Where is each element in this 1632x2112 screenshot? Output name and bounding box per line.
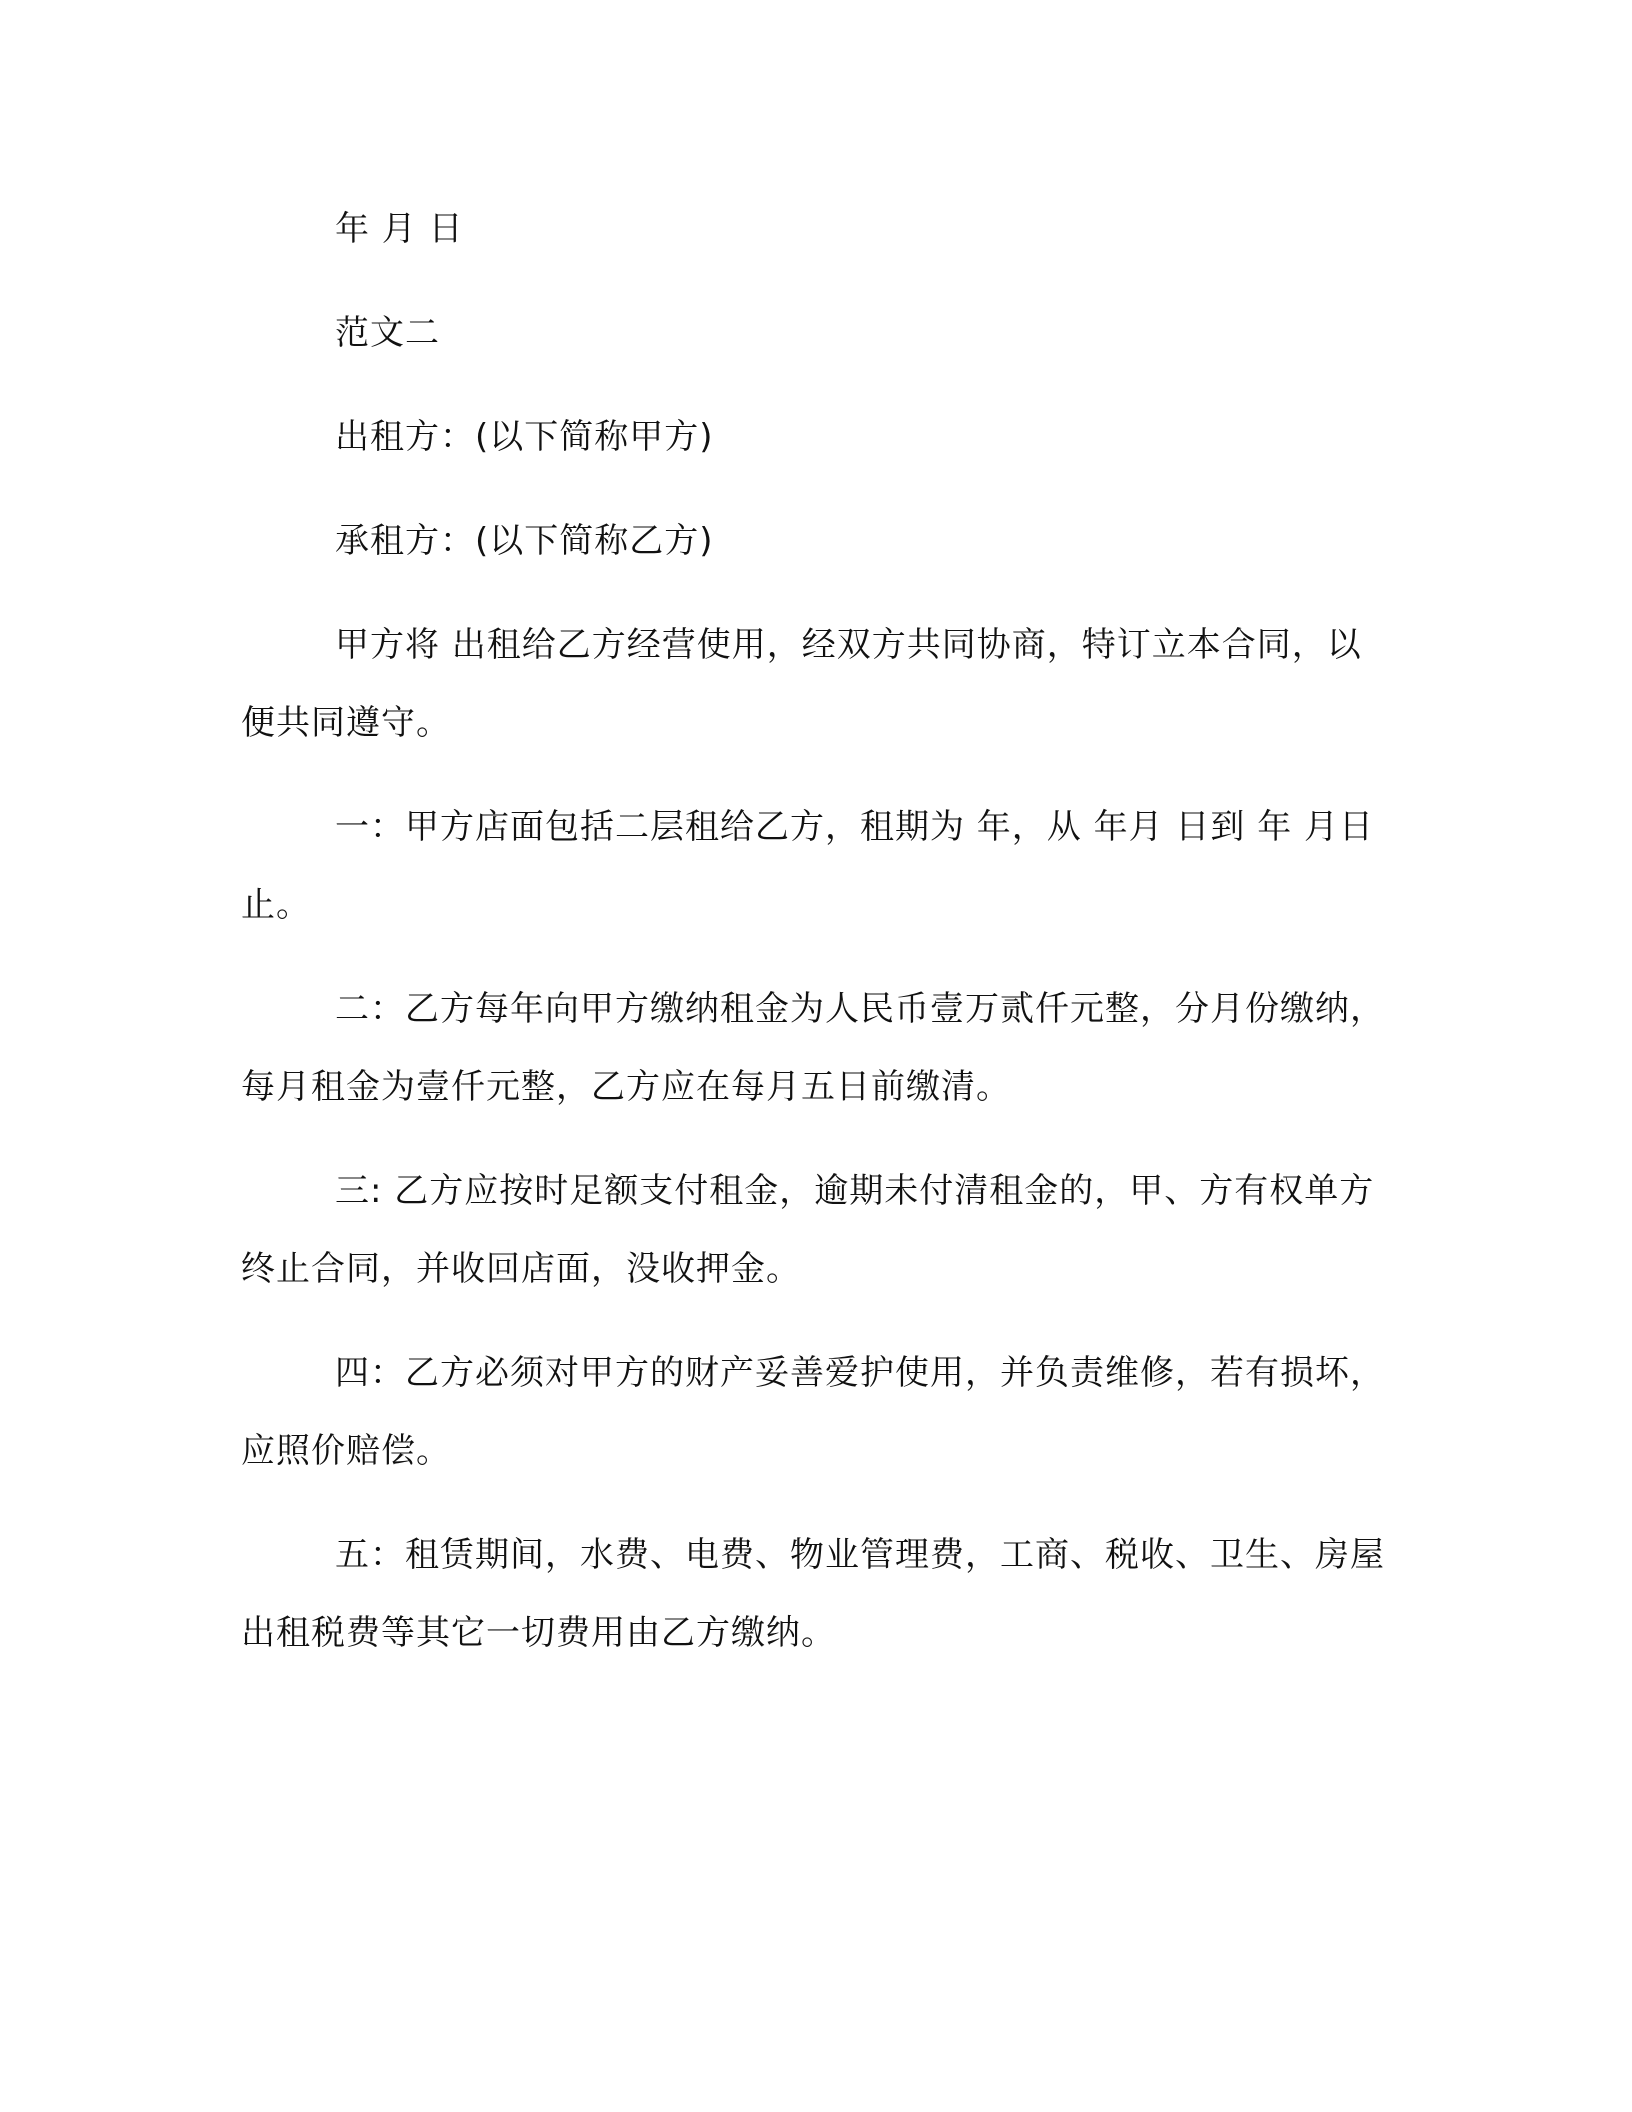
section-title: 范文二 [335,313,440,353]
clause-5: 五：租赁期间，水费、电费、物业管理费，工商、税收、卫生、房屋出租税费等其它一切费用由乙方缴纳。 [241,1535,1385,1653]
date-line: 年 月 日 [335,209,464,249]
clause-3: 三: 乙方应按时足额支付租金，逾期未付清租金的，甲、方有权单方终止合同，并收回店面，没收押金。 [241,1171,1375,1289]
lessor-line: 出租方：(以下简称甲方) [335,417,714,457]
preamble-paragraph: 甲方将 出租给乙方经营使用，经双方共同协商，特订立本合同，以便共同遵守。 [241,625,1362,743]
clause-4: 四：乙方必须对甲方的财产妥善爱护使用，并负责维修，若有损坏，应照价赔偿。 [241,1353,1385,1471]
clause-2: 二：乙方每年向甲方缴纳租金为人民币壹万贰仟元整，分月份缴纳，每月租金为壹仟元整，乙方应在每月五日前缴清。 [241,989,1385,1107]
lessee-line: 承租方：(以下简称乙方) [335,521,714,561]
document-body [241,190,1391,1698]
clause-1: 一：甲方店面包括二层租给乙方，租期为 年，从 年月 日到 年 月日止。 [241,807,1375,925]
